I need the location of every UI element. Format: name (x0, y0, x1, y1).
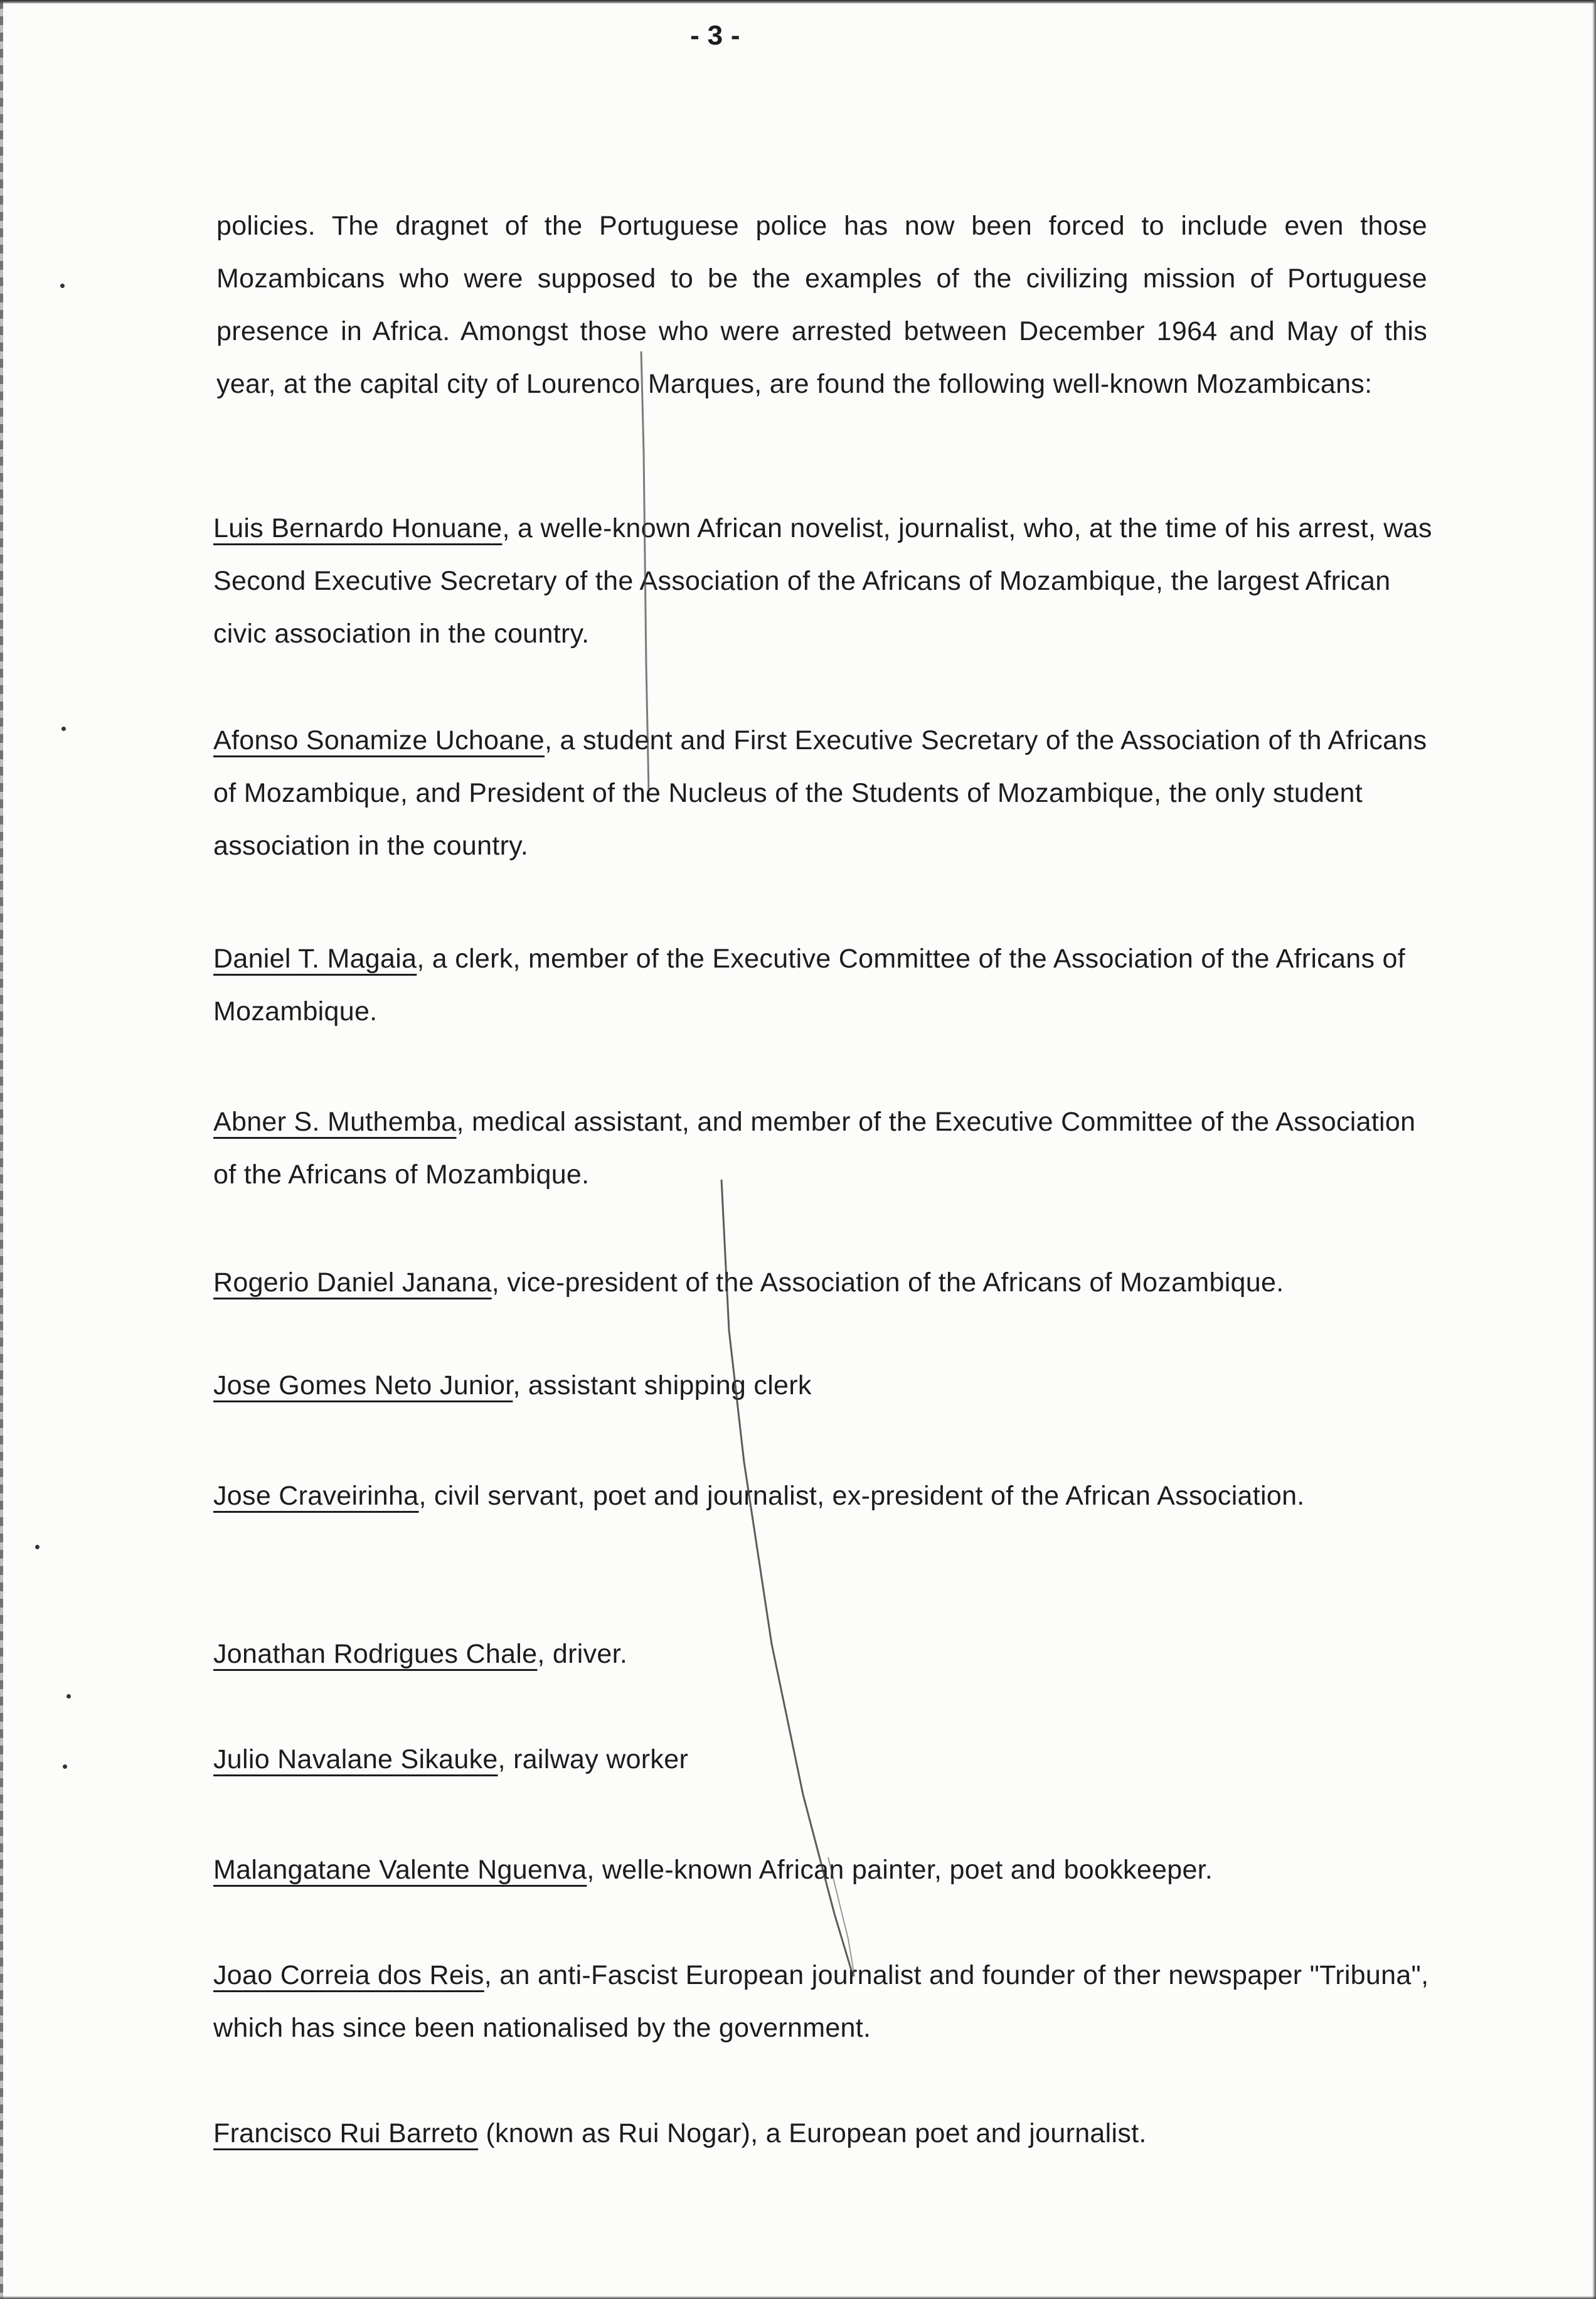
scan-edge-bottom (0, 2296, 1596, 2299)
scan-edge-top (0, 0, 1596, 4)
scan-speck (63, 1764, 67, 1769)
person-description: , railway worker (497, 1744, 689, 1774)
list-item (213, 1628, 1437, 1680)
person-description: (known as Rui Nogar), a European poet and journalist. (478, 2118, 1147, 2148)
person-name: Daniel T. Magaia (213, 944, 417, 974)
person-name: Rogerio Daniel Janana (213, 1267, 492, 1298)
page-number: - 3 - (690, 20, 740, 51)
scan-speck (35, 1545, 40, 1549)
person-description: , driver. (537, 1639, 628, 1669)
person-name: Julio Navalane Sikauke (213, 1744, 498, 1774)
scan-edge-left (0, 0, 3, 2299)
person-description: , assistant shipping clerk (513, 1370, 812, 1400)
list-item (213, 1359, 1437, 1412)
person-name: Afonso Sonamize Uchoane (213, 725, 545, 755)
person-description: , welle-known African painter, poet and bookkeeper. (587, 1855, 1213, 1885)
person-name: Francisco Rui Barreto (213, 2118, 479, 2148)
person-description: , a welle-known African novelist, journalist, who, at the time of his arrest, was Second Executive Secretary of the Association of the Africans of Mozambique, the largest African civic association in the country. (213, 513, 1432, 649)
person-description: , a clerk, member of the Executive Committee of the Association of the Africans of Mozambique. (213, 944, 1406, 1027)
person-description: , an anti-Fascist European journalist and founder of ther newspaper "Tribuna", which has since been nationalised by the government. (213, 1960, 1429, 2043)
person-description: , medical assistant, and member of the Executive Committee of the Association of the Africans of Mozambique. (213, 1107, 1416, 1190)
list-item (213, 1096, 1437, 1201)
person-name: Abner S. Muthemba (213, 1107, 457, 1137)
intro-paragraph: policies. The dragnet of the Portuguese police has now been forced to include even those Mozambicans who were supposed to be the examples of the civilizing mission of Portuguese presence in Africa. Amongst those who were arrested between December 1964 and May of this year, at the capital city of Lourenco Marques, are found the following well-known Mozambicans: (216, 211, 1427, 399)
list-item (213, 2107, 1437, 2160)
person-description: , a student and First Executive Secretary of the Association of th Africans of Mozambique, and President of the Nucleus of the Students of Mozambique, the only student association in the country. (213, 725, 1427, 861)
person-description: , civil servant, poet and journalist, ex-president of the African Association. (418, 1481, 1305, 1511)
scan-speck (61, 727, 66, 731)
person-name: Malangatane Valente Nguenva (213, 1855, 587, 1885)
list-item (213, 1733, 1437, 1786)
person-description: , vice-president of the Association of the Africans of Mozambique. (491, 1267, 1284, 1298)
person-name: Joao Correia dos Reis (213, 1960, 484, 1990)
person-name: Luis Bernardo Honuane (213, 513, 503, 543)
person-name: Jose Craveirinha (213, 1481, 419, 1511)
scan-speck (60, 284, 65, 288)
list-item (213, 932, 1437, 1038)
person-name: Jonathan Rodrigues Chale (213, 1639, 538, 1669)
scan-speck (66, 1694, 71, 1699)
list-item (213, 714, 1437, 872)
person-name: Jose Gomes Neto Junior (213, 1370, 513, 1400)
list-item (213, 1843, 1437, 1896)
list-item (213, 1949, 1437, 2054)
list-item (213, 502, 1437, 660)
list-item (213, 1256, 1437, 1309)
list-item (213, 1470, 1437, 1522)
scan-edge-right (1592, 0, 1596, 2299)
